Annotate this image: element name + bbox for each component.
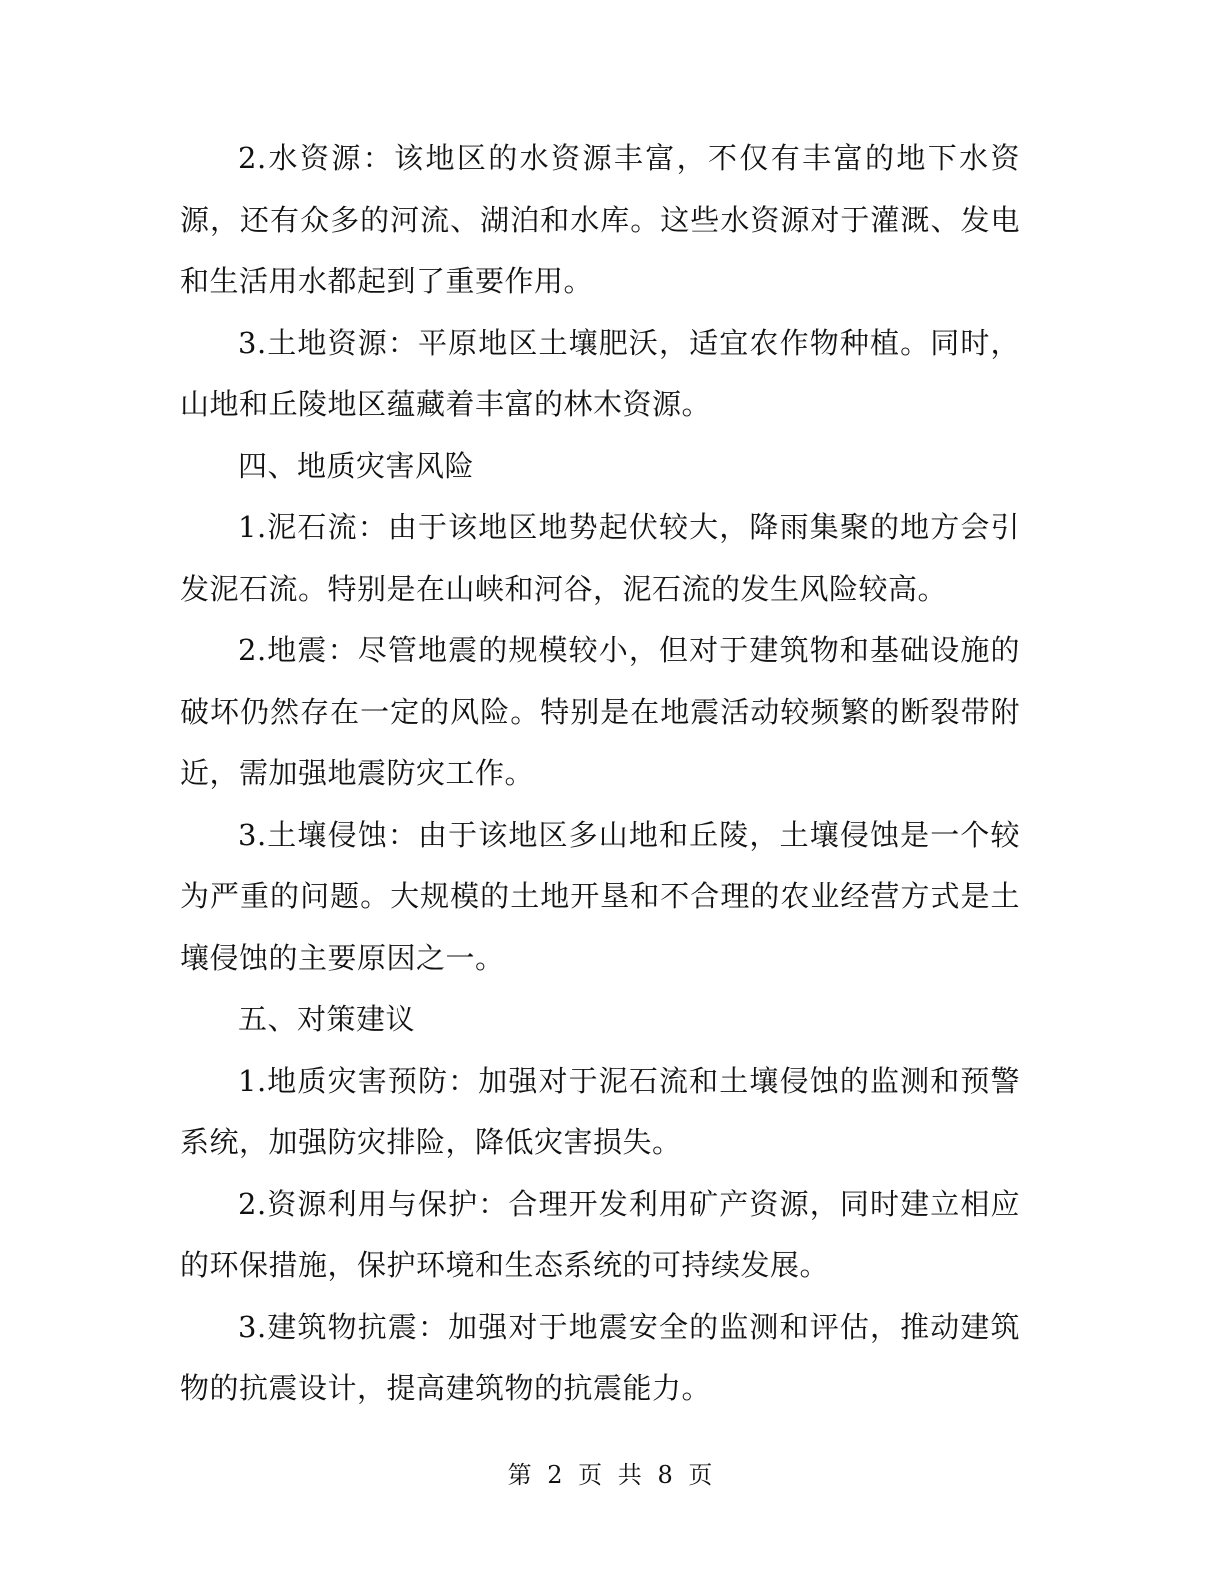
section-heading-geohazard-risk: 四、地质灾害风险 [238,448,475,483]
paragraph-debris-flow: 1.泥石流：由于该地区地势起伏较大，降雨集聚的地方会引发泥石流。特别是在山峡和河谷，泥石流的发生风险较高。 [180,510,1020,606]
paragraph-water-resources: 2.水资源：该地区的水资源丰富，不仅有丰富的地下水资源，还有众多的河流、湖泊和水库。这些水资源对于灌溉、发电和生活用水都起到了重要作用。 [180,141,1020,298]
paragraph-soil-erosion: 3.土壤侵蚀：由于该地区多山地和丘陵，土壤侵蚀是一个较为严重的问题。大规模的土地开垦和不合理的农业经营方式是土壤侵蚀的主要原因之一。 [180,817,1020,975]
paragraph-earthquake: 2.地震：尽管地震的规模较小，但对于建筑物和基础设施的破坏仍然存在一定的风险。特别是在地震活动较频繁的断裂带附近，需加强地震防灾工作。 [180,633,1020,790]
page-footer [0,1460,1224,1490]
paragraph-land-resources: 3.土地资源：平原地区土壤肥沃，适宜农作物种植。同时，山地和丘陵地区蕴藏着丰富的林木资源。 [180,325,1020,421]
paragraph-resource-use: 2.资源利用与保护：合理开发利用矿产资源，同时建立相应的环保措施，保护环境和生态系统的可持续发展。 [180,1186,1020,1282]
page-number-label: 第 2 页 共 8 页 [507,1461,717,1489]
document-body [180,128,1020,1420]
paragraph-disaster-prevention: 1.地质灾害预防：加强对于泥石流和土壤侵蚀的监测和预警系统，加强防灾排险，降低灾害损失。 [180,1063,1020,1159]
section-heading-recommendations: 五、对策建议 [238,1002,416,1036]
paragraph-seismic-design: 3.建筑物抗震：加强对于地震安全的监测和评估，推动建筑物的抗震设计，提高建筑物的抗震能力。 [180,1309,1020,1405]
